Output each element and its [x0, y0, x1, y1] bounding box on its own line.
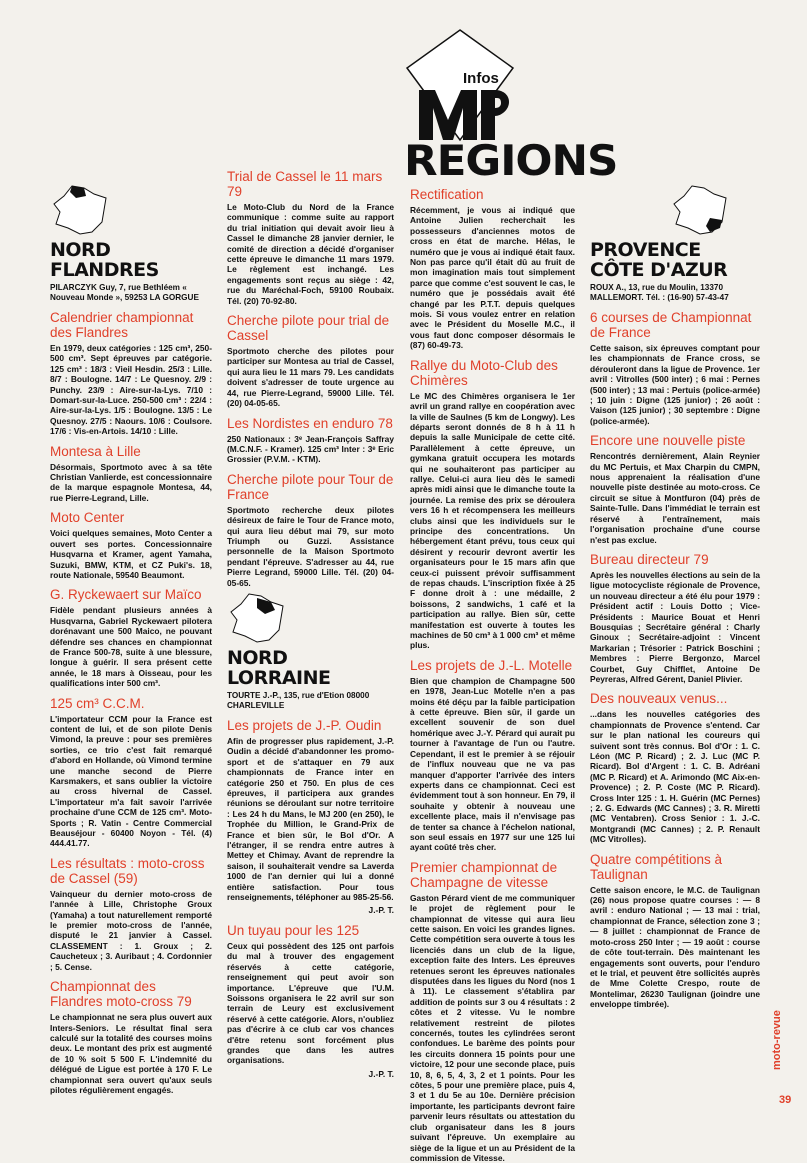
article-body: Rencontrés dernièrement, Alain Reynier du MC Pertuis, et Max Charpin du CMPN, nous apprenaient la réalisation d'une nouvelle piste destinée au moto-cross. Ce circuit se situe à Montfuron (04) près de Sainte-Tulle. Dans l'immédiat le terrain est réservé à l'entraînement, mais l'organisation prochaine d'une course n'est pas exclue. [590, 451, 760, 545]
article-heading: 125 cm³ C.C.M. [50, 695, 145, 711]
article-heading: Rectification [410, 187, 484, 202]
column-nord-misc [227, 162, 394, 1079]
article-heading: Montesa à Lille [50, 443, 141, 459]
france-map-icon [670, 184, 730, 236]
article-heading: Moto Center [50, 510, 125, 526]
region-address: ROUX A., 13, rue du Moulin, 13370 MALLEMORT. Tél. : (16-90) 57-43-47 [590, 283, 729, 302]
article-body: Le Moto-Club du Nord de la France communique : comme suite au rapport du trial initiation qui devait avoir lieu à Cassel le dimanche 28 janvier dernier, le comité de direction a décidé d'organiser cette épreuve le dimanche 11 mars 1979. Le règlement est inchangé. Les engagements sont reçus au siège : 42, rue du Maréchal-Foch, 59100 Roubaix. Tél. (20) 70-92-80. [227, 202, 394, 306]
region-address: PILARCZYK Guy, 7, rue Bethléem « Nouveau Monde », 59253 LA GORGUE [50, 283, 199, 302]
article-body: Fidèle pendant plusieurs années à Husqvarna, Gabriel Ryckewaert pilotera dorénavant une 500 Maico, ne pouvant défendre ses chances en championnat de France 500-78, suite à une blessure, longue à guérir. Il sera présent cette année, le 18 mars à Oisseau, pour les qualifications inter 500 cm³. [50, 605, 212, 689]
page-number: 39 [779, 1094, 792, 1106]
article-heading: Calendrier championnat des Flandres [50, 310, 194, 340]
article-heading: Encore une nouvelle piste [590, 433, 746, 449]
region-address: TOURTE J.-P., 135, rue d'Etion 08000 CHARLEVILLE [227, 690, 370, 710]
article-heading: Bureau directeur 79 [590, 551, 709, 567]
article-body: Afin de progresser plus rapidement, J.-P. Oudin a décidé d'abandonner les promo-sport et de s'attaquer en 79 aux championnats de France inter en catégorie 250 et 750. En plus de ces épreuves, il participera aux grandes réunions se déroulant sur notre territoire : Les 24 h du Mans, le MJ 200 (en 250), le Trophée du Million, le Grand-Prix de France et bien sûr, le Bol d'Or. A l'étranger, il se rendra entre autres à Mettey et Chimay. Avant de reprendre la saison, il souhaiterait vendre sa Laverda 1000 de l'an dernier qui lui a donné entière satisfaction. Pour tous renseignements, téléphoner au 985-25-56. [227, 735, 394, 903]
article-body: Bien que champion de Champagne 500 en 1978, Jean-Luc Motelle n'en a pas moins été déçu par la faible participation à cette épreuve. Bien sûr, il garde un excellent souvenir de son duel homérique avec J.-Y. Pérard qui aurait pu tourner à l'avantage de l'un ou l'autre. Cependant, il est le premier à se réjouir de l'influx nouveau que ne va pas manquer d'apporter l'arrivée des inters experts dans ce championnat. Ceci est évidemment tout à son honneur. En 79, il souhaite y obtenir à nouveau une excellente place, mais il n'envisage pas de tenter sa chance à l'échelon national, son seul essais en 1977 sur une 125 lui ayant coûté très cher. [410, 675, 575, 853]
article-heading: Cherche pilote pour Tour de France [227, 471, 394, 502]
article-body: Vainqueur du dernier moto-cross de l'année à Lille, Christophe Groux (Yamaha) a tout naturellement remporté le premier moto-cross de l'année, disputé le 21 janvier à Cassel. CLASSEMENT : 1. Groux ; 2. Caucheteux ; 3. Auribaut ; 4. Cordonnier ; 5. Cense. [50, 888, 212, 972]
article-heading: Quatre compétitions à Taulignan [590, 851, 723, 882]
article-body: Gaston Pérard vient de me communiquer le projet de règlement pour le championnat de vitesse qui aura lieu cette saison. En voici les grandes lignes. Cette compétition sera ouverte à tous les licenciés dans un club de la ligue, exception faite des Inters. Les épreuves retenues seront les épreuves nationales disputées dans les ligues du Nord (nos 1 à 11). Le classement s'établira par addition de points sur 3 ou 4 résultats : 2 côtes et 2 vitesse. Vu le nombre relativement restreint de pilotes concernés, toutes les cylindrées seront confondues. Le barème des points pour les circuits donnera 15 points pour une victoire, 12 pour une seconde place, puis 10, 8, 6, 5, 4, 3, 2 et 1 points. Pour les côtes, 5 pour une première place, puis 4, 3 et 1 du 5e au 10e. Dernière précision importante, les participants devront faire parvenir leurs résultats ou attestation du club organisateur dans les 8 jours suivant l'épreuve. Un exemplaire au siège de la ligue et un au Président de la commission de Vitesse. [410, 892, 575, 1163]
article-body: Cette saison, six épreuves comptant pour les championnats de France cross, se dérouleront dans la ligue de Provence. 1er avril : Vitrolles (500 inter) ; 6 mai : Pernes (500 inter) ; 13 mai : Pertuis (police-armée) ; 10 juin : Digne (125 junior) ; 26 août : Vaison (125 junior) ; 30 septembre : Digne (police-armée). [590, 343, 760, 426]
article-body: Cette saison encore, le M.C. de Taulignan (26) nous propose quatre courses : — 8 avril : enduro National ; — 13 mai : trial, championnat de France, sélection zone 3 ; — 8 juillet : championnat de France de moto-cross 250 Inter ; — 19 août : course de côte tout-terrain. Dès maintenant les engagements sont ouverts, pour l'enduro et le trial, et peuvent être sollicités auprès de Mme Colette Crespo, route de Montelimar, 26230 Taulignan (joindre une enveloppe timbrée). [590, 884, 760, 1010]
infos-regions-logo [405, 28, 515, 143]
article-body: ...dans les nouvelles catégories des championnats de Provence s'entend. Car sur le plan national les coureurs qui suivent sont très connus. Bol d'Or : 1. C. Léon (MC P. Ricard) ; 2. J. Luc (MC P. Ricard). Bol d'Argent : 1. C. B. Adréani (MC P. Ricard) et A. Arimondo (MC Aix-en-Provence) ; 2. P. Coste (MC P. Ricard). Cross Inter 125 : 1. H. Guérin (MC Pernes) ; 2. G. Edwards (MC Cannes) ; 3. R. Miretti (MC Ventabren). Cross Senior : 1. J.-C. Montgrandi (MC Cannes) ; 2. P. Renault (MC Vitrolles). [590, 709, 760, 845]
column-lorraine-champagne [410, 180, 575, 1163]
article-heading: Les résultats : moto-cross de Cassel (59) [50, 855, 205, 886]
magazine-name: moto-revue [771, 1010, 783, 1070]
article-body: Ceux qui possèdent des 125 ont parfois du mal à trouver des engagement réservés à cette catégorie, renseignement qui peut avoir son importance. L'épreuve que l'U.M. Soissons organisera le 22 avril sur son terrain de Leury est exclusivement réservé à cette catégorie. Alors, n'oubliez pas d'écrire à ce club car vos chances d'être retenu sont forcément plus grandes que dans les autres organisations. [227, 940, 394, 1066]
section-title: REGIONS [404, 136, 618, 185]
article-body: Voici quelques semaines, Moto Center a ouvert ses portes. Concessionnaire Husqvarna et Kramer, agent Yamaha, Suzuki, BMW, KTM, et CZ Puki's. 18, route Nationale, 59540 Beaumont. [50, 528, 212, 580]
region-title-nord-flandres: NORD FLANDRES [50, 239, 159, 281]
region-title-nord-lorraine: NORD LORRAINE [227, 646, 331, 689]
article-heading: Cherche pilote pour trial de Cassel [227, 313, 390, 344]
article-heading: 6 courses de Championnat de France [590, 310, 752, 340]
article-body: Désormais, Sportmoto avec à sa tête Christian Vanlierde, est concessionnaire de la marque espagnole Montesa, 44, rue Pierre-Legrand, Lille. [50, 461, 212, 503]
article-heading: Les Nordistes en enduro 78 [227, 415, 393, 431]
article-heading: Les projets de J.-P. Oudin [227, 717, 382, 733]
author-signature: J.-P. T. [368, 1068, 394, 1079]
article-heading: Championnat des Flandres moto-cross 79 [50, 979, 192, 1010]
author-signature: J.-P. T. [368, 905, 394, 916]
article-body: Le championnat ne sera plus ouvert aux Inters-Seniors. Le résultat final sera calculé sur la totalité des courses moins deux. Le montant des prix est augmenté de 10 % soit 5 500 F. L'indemnité du délégué de Ligue est portée à 170 F. Le championnat sera ouvert qu'aux seuls pilotes régulièrement engagés. [50, 1012, 212, 1095]
article-heading: Rallye du Moto-Club des Chimères [410, 357, 558, 388]
column-nord-flandres [50, 180, 212, 1095]
article-heading: Des nouveaux venus... [590, 691, 728, 707]
article-body: 250 Nationaux : 3ᵉ Jean-François Saffray (M.C.N.F. - Kramer). 125 cm³ Inter : 3ᵉ Eric Grossier (P.V.M. - KTM). [227, 433, 394, 465]
france-map-icon [50, 184, 110, 236]
column-provence [590, 180, 760, 1010]
article-body: En 1979, deux catégories : 125 cm³, 250-500 cm³. Sept épreuves par catégorie. 125 cm³ : 18/3 : Vieil Hesdin. 25/3 : Lille. 8/7 : Boulogne. 14/7 : Le Quesnoy. 2/9 : Punchy. 23/9 : Aire-sur-la-Lys. 7/10 : Domart-sur-la-Luce. 250-500 cm³ : 22/4 : Aire-sur-la-Lys. 1/5 : Boulogne. 13/5 : Le Quesnoy. 27/5 : Naours. 10/6 : Coulsore. 17/6 : Vis-en-Artois. 14/10 : Lille. [50, 343, 212, 437]
article-body: L'importateur CCM pour la France est content de lui, et de son pilote Denis Vimond, la preuve : pour ses premières sorties, ce trio c'est fait remarqué d'abord en Hollande, où Vimond termine une manche second de Pierre Karsmakers, et sans oublier la victoire au cross hivernal de Cassel. L'importateur m'a fait savoir l'arrivée prochaine d'une CCM de 125 cm³. Moto-Sports ; R. Vatin - Centre Commercial Beauséjour - 60400 Noyon - Tél. (4) 444.41.77. [50, 713, 212, 849]
article-body: Récemment, je vous ai indiqué que Antoine Julien recherchait les possesseurs d'anciennes motos de cross en état de marche. Hélas, le numéro que je vous ai indiqué était faux. Non pas parce qu'il était dû au fruit de mon imagination mais tout simplement parce que comme c'est souvent le cas, le numéro que je possédais avait été changé par les P.T.T. depuis quelques mois. Si vous voulez entrer en relation avec le Président du Moselle M.C., il vous faut donc composer désormais le (87) 60-49-73. [410, 205, 575, 351]
region-title-provence: PROVENCE CÔTE D'AZUR [590, 239, 728, 281]
article-heading: Un tuyau pour les 125 [227, 922, 360, 938]
infos-label: Infos [463, 70, 499, 87]
article-body: Le MC des Chimères organisera le 1er avril un grand rallye en coopération avec la ville de Saulnes (5 km de Longwy). Les départs seront donnés de 8 h à 11 h depuis la salle Municipale de cette cité. Parallèlement à cette épreuve, un gymkana gratuit occupera les motards qui ne souhaiteront pas participer au rallye. Celui-ci aura lieu dès le samedi après midi ainsi que le dimanche toute la journée. La remise des prix se déroulera vers 16 h et récompensera les meilleurs clubs ainsi que les individuels sur le principe des concentrations. Un hébergement étant prévu, tous ceux qui désirent y recourir devront avertir les organisateurs pour le 15 mars afin que ceux-ci puissent prévoir suffisamment de repas chauds. L'inscription fixée à 25 F donne droit à : une médaille, 2 boissons, 2 sandwichs, 1 café et la participation au rallye. Bien sûr, cette manifestation est ouverte à toutes les machines de 50 cm³ à 1 000 cm³ et même plus. [410, 390, 575, 651]
france-map-icon [227, 592, 287, 644]
article-body: Sportmoto cherche des pilotes pour participer sur Montesa au trial de Cassel, qui aura lieu le 11 mars 79. Les candidats doivent s'adresser de toute urgence au 44, rue Pierre-Legrand, 59000 Lille. Tél. (20) 04-05-65. [227, 346, 394, 409]
article-heading: Trial de Cassel le 11 mars 79 [227, 169, 383, 199]
article-heading: Premier championnat de Champagne de vitesse [410, 859, 558, 890]
article-heading: Les projets de J.-L. Motelle [410, 657, 573, 673]
article-heading: G. Ryckewaert sur Maïco [50, 587, 202, 603]
article-body: Sportmoto recherche deux pilotes désireux de faire le Tour de France moto, qui aura lieu début mai 79, sur moto Triumph ou Guzzi. Assistance personnelle de la Maison Sportmoto pendant l'épreuve. S'adresser au 44, rue Pierre Legrand, 59000 Lille. Tél. (20) 04-05-65. [227, 504, 394, 588]
article-body: Après les nouvelles élections au sein de la ligue motocycliste régionale de Provence, un nouveau directeur a été élu pour 1979 : Président actif : Louis Dotto ; Vice-Présidents : Maurice Bouat et Henri Bousquias ; Secrétaire général : Charly Ginoux ; Secrétaire-adjoint : Vincent Markarian ; Trésorier : Patrick Boschini ; Membres : Pierre Bergonzo, Marcel Courbet, Guy Chifflet, Antoine De Peyreras, Alfred Gérent, Daniel Plivier. [590, 569, 760, 684]
